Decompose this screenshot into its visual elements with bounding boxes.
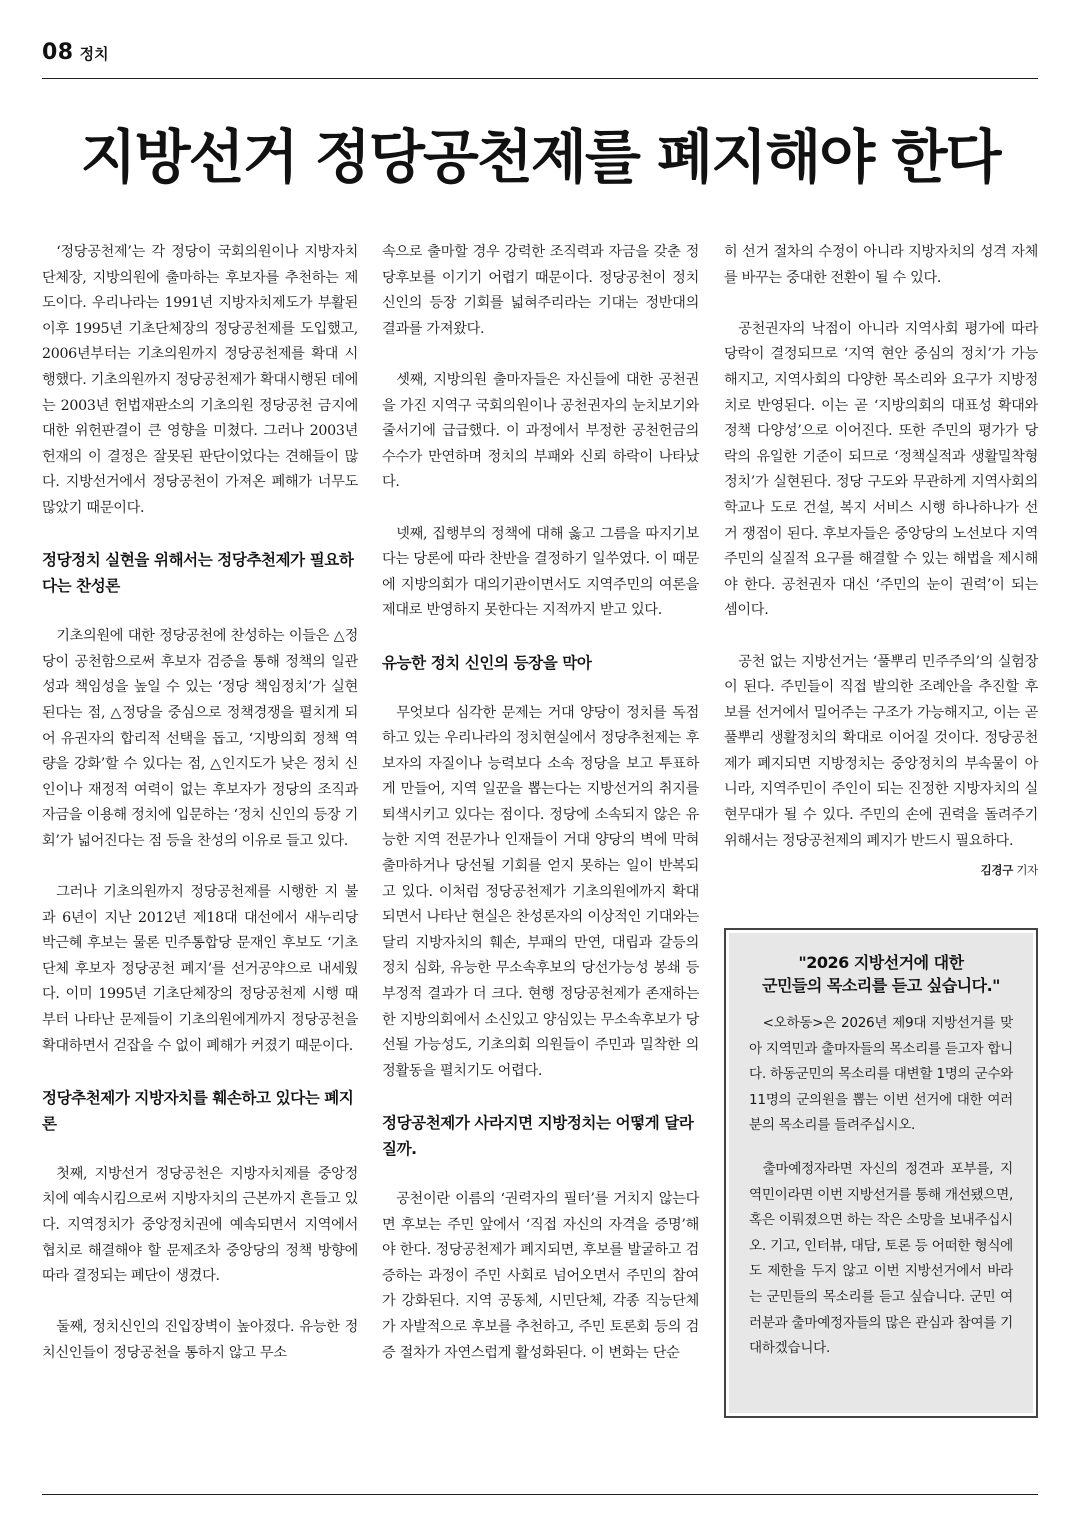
paragraph: 히 선거 절차의 수정이 아니라 지방자치의 성격 자체를 바꾸는 중대한 전환이 될 수 있다. [724,244,1038,286]
page-number: 08 [42,40,74,65]
paragraph: 셋째, 지방의원 출마자들은 자신들에 대한 공천권을 가진 지역구 국회의원이나 공천권자의 눈치보기와 줄서기에 급급했다. 이 과정에서 부정한 공천헌금의 수수가 만연하며 정치의 부패와 신뢰 하락이 나타났다. [382,371,699,491]
top-rule [42,78,1038,79]
notice-paragraph: 출마예정자라면 자신의 정견과 포부를, 지역민이라면 이번 지방선거를 통해 개선됐으면, 혹은 이뤄졌으면 하는 작은 소망을 보내주십시오. 기고, 인터뷰, 대담, 토론 등 어떠한 형식에도 제한을 두지 않고 이번 지방선거에서 바라는 군민들의 목소리를 듣고 싶습니다. 군민 여러분과 출마예정자들의 많은 관심과 참여를 기대하겠습니다. [749,1160,1013,1357]
paragraph: 무엇보다 심각한 문제는 거대 양당이 정치를 독점하고 있는 우리나라의 정치현실에서 정당추천제는 후보자의 자질이나 능력보다 소속 정당을 보고 투표하게 만들어, 지역 일꾼을 뽑는다는 지방선거의 취지를 퇴색시키고 있다는 점이다. 정당에 소속되지 않은 유능한 지역 전문가나 인재들이 거대 양당의 벽에 막혀 출마하거나 당선될 기회를 얻지 못하는 일이 반복되고 있다. 이처럼 정당공천제가 기초의원에까지 확대되면서 나타난 현실은 찬성론자의 이상적인 기대와는 달리 지방자치의 훼손, 부패의 만연, 대립과 갈등의 정치 심화, 유능한 무소속후보의 당선가능성 봉쇄 등 부정적 결과가 더 크다. 현행 정당공천제가 존재하는 한 지방의회에서 소신있고 양심있는 무소속후보가 당선될 가능성도, 기초의회 의원들이 주민과 밀착한 의정활동을 펼치기도 어렵다. [382,704,699,1079]
article-column-1 [42,240,358,1392]
notice-title-line: 군민들의 목소리를 듣고 싶습니다." [761,976,1000,995]
notice-box [724,928,1038,1418]
notice-title-line: "2026 지방선거에 대한 [798,953,964,972]
article-column-2 [382,240,699,1392]
byline-name: 김경구 [980,862,1014,877]
paragraph: 둘째, 정치신인의 진입장벽이 높아졌다. 유능한 정치신인들이 정당공천을 통하지 않고 무소 [42,1319,358,1361]
notice-title [749,951,1013,997]
subheading: 정당정치 실현을 위해서는 정당추천제가 필요하다는 찬성론 [42,551,354,596]
paragraph: ‘정당공천제’는 각 정당이 국회의원이나 지방자치단체장, 지방의원에 출마하는 후보자를 추천하는 제도이다. 우리나라는 1991년 지방자치제도가 부활된 이후 1995년 기초단체장의 정당공천제를 도입했고, 2006년부터는 기초의원까지 정당공천제를 확대 시행했다. 기초의원까지 정당공천제가 확대시행된 데에는 2003년 헌법재판소의 기초의원 정당공천 금지에 대한 위헌판결이 큰 영향을 미쳤다. 그러나 2003년 헌재의 이 결정은 잘못된 판단이었다는 견해들이 많다. 지방선거에서 정당공천이 가져온 폐해가 너무도 많았기 때문이다. [42,244,358,516]
notice-box-inner [729,933,1033,1413]
paragraph: 그러나 기초의원까지 정당공천제를 시행한 지 불과 6년이 지난 2012년 제18대 대선에서 새누리당 박근혜 후보는 물론 민주통합당 문재인 후보도 ‘기초단체 후보자 정당공천 폐지’를 선거공약으로 내세웠다. 이미 1995년 기초단체장의 정당공천제 시행 때부터 나타난 문제들이 기초의원에게까지 정당공천을 확대하면서 걷잡을 수 없이 폐해가 커졌기 때문이다. [42,884,358,1054]
paragraph: 공천이란 이름의 ‘권력자의 필터’를 거치지 않는다면 후보는 주민 앞에서 ‘직접 자신의 자격을 증명’해야 한다. 정당공천제가 폐지되면, 후보를 발굴하고 검증하는 과정이 주민 사회로 넘어오면서 주민의 참여가 강화된다. 지역 공동체, 시민단체, 각종 직능단체가 자발적으로 후보를 추천하고, 주민 토론회 등의 검증 절차가 자연스럽게 활성화된다. 이 변화는 단순 [382,1191,699,1361]
subheading: 정당공천제가 사라지면 지방정치는 어떻게 달라질까. [382,1114,694,1158]
byline-role: 기자 [1016,862,1038,877]
subheading: 유능한 정치 신인의 등장을 막아 [382,653,592,672]
paragraph: 기초의원에 대한 정당공천에 찬성하는 이들은 △정당이 공천함으로써 후보자 검증을 통해 정책의 일관성과 책임성을 높일 수 있는 ‘정당 책임정치’가 실현된다는 점, △정당을 중심으로 정책경쟁을 펼치게 되어 유권자의 합리적 선택을 돕고, ‘지방의회 정책 역량을 강화’할 수 있다는 점, △인지도가 낮은 정치 신인이나 재정적 여력이 없는 후보자가 정당의 조직과 자금을 이용해 정치에 입문하는 ‘정치 신인의 등장 기회’가 넓어진다는 점 등을 찬성의 이유로 들고 있다. [42,628,358,849]
section-label: 정치 [79,45,109,63]
notice-paragraph: <오하동>은 2026년 제9대 지방선거를 맞아 지역민과 출마자들의 목소리를 듣고자 합니다. 하동군민의 목소리를 대변할 1명의 군수와 11명의 군의원을 뽑는 이번 선거에 대한 여러분의 목소리를 들려주십시오. [749,1015,1013,1134]
byline [724,858,1038,884]
paragraph: 넷째, 집행부의 정책에 대해 옳고 그름을 따지기보다는 당론에 따라 찬반을 결정하기 일쑤였다. 이 때문에 지방의회가 대의기관이면서도 지역주민의 여론을 제대로 반영하지 못한다는 지적까지 받고 있다. [382,525,699,619]
paragraph: 공천 없는 지방선거는 ‘풀뿌리 민주주의’의 실험장이 된다. 주민들이 직접 발의한 조례안을 추진할 후보를 선거에서 밀어주는 구조가 가능해지고, 이는 곧 풀뿌리 생활정치의 확대로 이어질 것이다. 정당공천제가 폐지되면 지방정치는 중앙정치의 부속물이 아니라, 지역주민이 주인이 되는 진정한 지방자치의 실현무대가 될 수 있다. 주민의 손에 권력을 돌려주기 위해서는 정당공천제의 폐지가 반드시 필요하다. [724,653,1038,849]
bottom-rule [42,1494,1038,1495]
headline: 지방선거 정당공천제를 폐지해야 한다 [80,123,1000,191]
paragraph: 공천권자의 낙점이 아니라 지역사회 평가에 따라 당락이 결정되므로 ‘지역 현안 중심의 정치’가 가능해지고, 지역사회의 다양한 목소리와 요구가 지방정치로 반영된다. 이는 곧 ‘지방의회의 대표성 확대와 정책 다양성’으로 이어진다. 또한 주민의 평가가 당락의 유일한 기준이 되므로 ‘정책실적과 생활밀착형 정치’가 실현된다. 정당 구도와 무관하게 지역사회의 학교나 도로 건설, 복지 서비스 시행 하나하나가 선거 쟁점이 된다. 후보자들은 중앙당의 노선보다 지역주민의 실질적 요구를 해결할 수 있는 해법을 제시해야 한다. 공천권자 대신 ‘주민의 눈이 권력’이 되는 셈이다. [724,320,1038,619]
paragraph: 첫째, 지방선거 정당공천은 지방자치제를 중앙정치에 예속시킴으로써 지방자치의 근본까지 흔들고 있다. 지역정치가 중앙정치권에 예속되면서 지역에서 협치로 해결해야 할 문제조차 중앙당의 정책 방향에 따라 결정되는 폐단이 생겼다. [42,1165,358,1285]
subheading: 정당추천제가 지방자치를 훼손하고 있다는 폐지론 [42,1088,354,1133]
page-header [42,40,109,76]
paragraph: 속으로 출마할 경우 강력한 조직력과 자금을 갖춘 정당후보를 이기기 어렵기 때문이다. 정당공천이 정치신인의 등장 기회를 넓혀주리라는 기대는 정반대의 결과를 가져왔다. [382,244,699,337]
article-column-3 [724,240,1038,883]
